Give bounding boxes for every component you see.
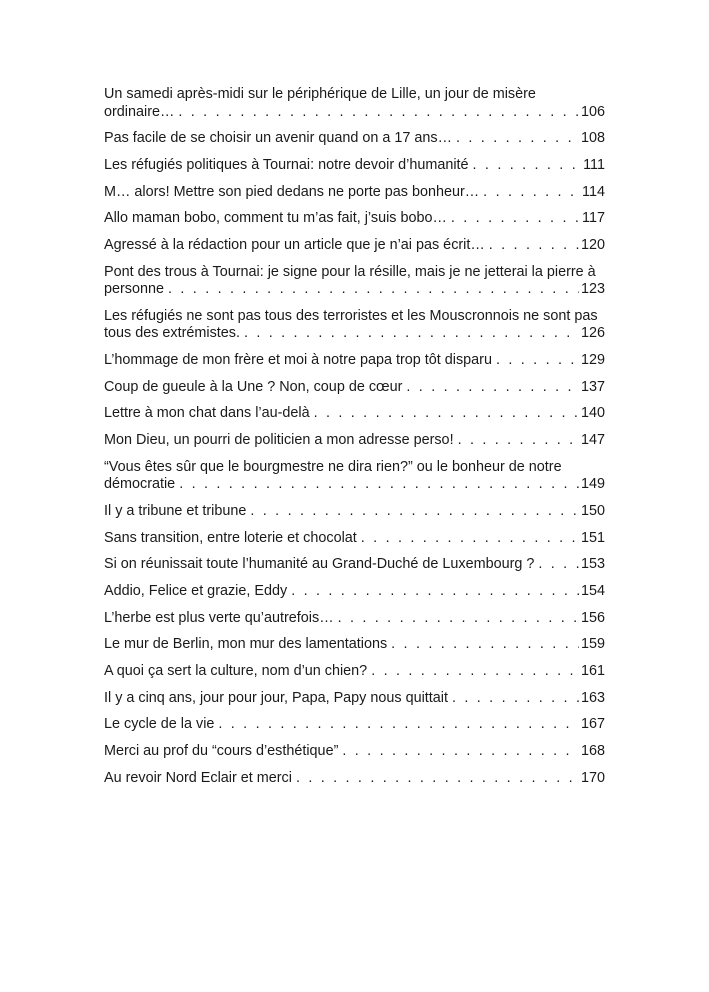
toc-entry-line [104, 237, 605, 255]
dot-leader [452, 690, 579, 708]
toc-entry-line [104, 210, 605, 228]
toc-entry-title: Merci au prof du “cours d’esthétique” [104, 743, 339, 760]
toc-entry-title: L’hommage de mon frère et moi à notre papa trop tôt disparu [104, 352, 492, 368]
toc-entry [104, 130, 605, 148]
toc-entry-page: 150 [580, 502, 605, 519]
dot-leader [250, 503, 579, 521]
toc-entry-line [104, 130, 605, 148]
toc-entry [104, 405, 605, 423]
toc-entry-title: Il y a cinq ans, jour pour jour, Papa, Papy nous quittait [104, 689, 448, 706]
toc-entry-page: 126 [580, 325, 605, 342]
toc-entry [104, 379, 605, 397]
toc-entry-line [104, 432, 605, 450]
toc-entry-title: personne [104, 281, 165, 298]
toc-entry-line [104, 690, 605, 708]
toc-entry-page: 137 [580, 378, 605, 395]
toc-entry-page: 161 [580, 663, 605, 680]
toc-entry-line [104, 104, 605, 122]
dot-leader [391, 636, 579, 654]
toc-entry [104, 583, 605, 601]
toc-entry-line [104, 352, 605, 370]
toc-entry-title: Il y a tribune et tribune [104, 502, 247, 519]
dot-leader [458, 432, 579, 450]
toc-entry-line [104, 636, 605, 654]
toc-entry-page: 151 [580, 529, 605, 546]
toc-entry-page: 114 [582, 183, 605, 200]
toc-entry [104, 610, 605, 628]
toc-entry-line [104, 770, 605, 788]
dot-leader [456, 130, 579, 148]
table-of-contents [104, 86, 605, 797]
toc-entry-title: Si on réunissait toute l’humanité au Grand-Duché de Luxembourg ? [104, 556, 535, 573]
toc-entry [104, 716, 605, 734]
toc-entry-line [104, 716, 605, 734]
toc-entry-title: démocratie [104, 476, 176, 493]
toc-entry-title-line: Pont des trous à Tournai: je signe pour la résille, mais je ne jetterai la pierre à [104, 263, 596, 280]
toc-entry-title: L’herbe est plus verte qu’autrefois… [104, 609, 334, 626]
toc-entry-page: 140 [580, 405, 605, 422]
toc-entry-title-line: Les réfugiés ne sont pas tous des terroristes et les Mouscronnois ne sont pas [104, 307, 598, 324]
toc-entry-page: 149 [580, 476, 605, 493]
toc-entry-line [104, 379, 605, 397]
toc-entry-page: 129 [580, 352, 605, 368]
toc-entry-title: Sans transition, entre loterie et chocolat [104, 529, 357, 546]
dot-leader [179, 476, 579, 494]
toc-entry [104, 264, 605, 299]
dot-leader [406, 379, 579, 397]
toc-entry [104, 556, 605, 574]
toc-entry [104, 636, 605, 654]
toc-entry [104, 237, 605, 255]
toc-entry-page: 154 [580, 583, 605, 599]
toc-entry-title: A quoi ça sert la culture, nom d’un chien? [104, 663, 368, 680]
toc-entry [104, 690, 605, 708]
toc-entry [104, 210, 605, 228]
toc-entry [104, 157, 605, 175]
dot-leader [489, 237, 579, 255]
toc-entry-title: Le mur de Berlin, mon mur des lamentations [104, 636, 388, 653]
toc-entry [104, 459, 605, 494]
toc-entry-title: tous des extrémistes. [104, 325, 240, 342]
toc-entry-line [104, 281, 605, 299]
dot-leader [496, 352, 579, 370]
dot-leader [342, 743, 579, 761]
toc-entry-title-line: Un samedi après-midi sur le périphérique de Lille, un jour de misère [104, 86, 536, 102]
toc-entry-line [104, 743, 605, 761]
toc-entry-title: Allo maman bobo, comment tu m’as fait, j’suis bobo… [104, 210, 447, 227]
toc-entry-title: ordinaire… [104, 103, 175, 120]
dot-leader [291, 583, 579, 601]
dot-leader [483, 184, 580, 202]
toc-entry [104, 743, 605, 761]
toc-entry-page: 163 [580, 689, 605, 706]
dot-leader [371, 663, 579, 681]
dot-leader [244, 325, 579, 343]
toc-entry-title: M… alors! Mettre son pied dedans ne porte pas bonheur… [104, 183, 480, 200]
toc-entry-page: 168 [580, 743, 605, 760]
toc-entry-page: 117 [582, 210, 605, 227]
toc-entry [104, 184, 605, 202]
toc-entry-page: 108 [580, 130, 605, 147]
toc-entry-line [104, 325, 605, 343]
toc-entry-title: Le cycle de la vie [104, 716, 215, 733]
toc-entry-title: Addio, Felice et grazie, Eddy [104, 583, 288, 599]
toc-entry-line [104, 405, 605, 423]
toc-entry [104, 432, 605, 450]
toc-entry-line [104, 476, 605, 494]
toc-entry-page: 153 [580, 556, 605, 573]
toc-entry-line [104, 530, 605, 548]
toc-entry-line [104, 583, 605, 601]
toc-entry-title: Agressé à la rédaction pour un article que je n’ai pas écrit… [104, 236, 485, 253]
toc-entry-line [104, 663, 605, 681]
dot-leader [178, 104, 579, 122]
dot-leader [218, 716, 579, 734]
toc-entry-title: Au revoir Nord Eclair et merci [104, 769, 292, 786]
toc-entry-page: 111 [583, 156, 605, 173]
toc-entry-page: 167 [580, 716, 605, 733]
toc-entry-title: Mon Dieu, un pourri de politicien a mon adresse perso! [104, 432, 454, 449]
toc-entry-page: 147 [580, 432, 605, 449]
toc-entry-page: 120 [580, 236, 605, 253]
dot-leader [296, 770, 579, 788]
toc-entry [104, 352, 605, 370]
toc-entry [104, 530, 605, 548]
dot-leader [338, 610, 579, 628]
toc-entry-page: 159 [580, 636, 605, 653]
toc-entry [104, 86, 605, 121]
dot-leader [168, 281, 579, 299]
toc-entry [104, 308, 605, 343]
dot-leader [451, 210, 580, 228]
dot-leader [473, 157, 582, 175]
toc-entry [104, 663, 605, 681]
toc-entry-line [104, 184, 605, 202]
toc-entry-line [104, 556, 605, 574]
toc-entry-line [104, 157, 605, 175]
toc-entry-page: 106 [580, 103, 605, 120]
toc-entry [104, 503, 605, 521]
toc-entry-page: 170 [580, 769, 605, 786]
toc-entry-page: 156 [580, 609, 605, 626]
toc-entry-title: Pas facile de se choisir un avenir quand on a 17 ans… [104, 130, 452, 147]
toc-entry-line [104, 503, 605, 521]
dot-leader [361, 530, 579, 548]
dot-leader [314, 405, 579, 423]
toc-entry-title: Les réfugiés politiques à Tournai: notre devoir d’humanité [104, 156, 469, 173]
toc-entry [104, 770, 605, 788]
toc-entry-line [104, 610, 605, 628]
toc-entry-page: 123 [580, 281, 605, 298]
toc-entry-title: Coup de gueule à la Une ? Non, coup de cœur [104, 378, 403, 395]
dot-leader [538, 556, 579, 574]
toc-entry-title: Lettre à mon chat dans l’au-delà [104, 405, 310, 422]
toc-entry-title-line: “Vous êtes sûr que le bourgmestre ne dira rien?” ou le bonheur de notre [104, 458, 562, 475]
